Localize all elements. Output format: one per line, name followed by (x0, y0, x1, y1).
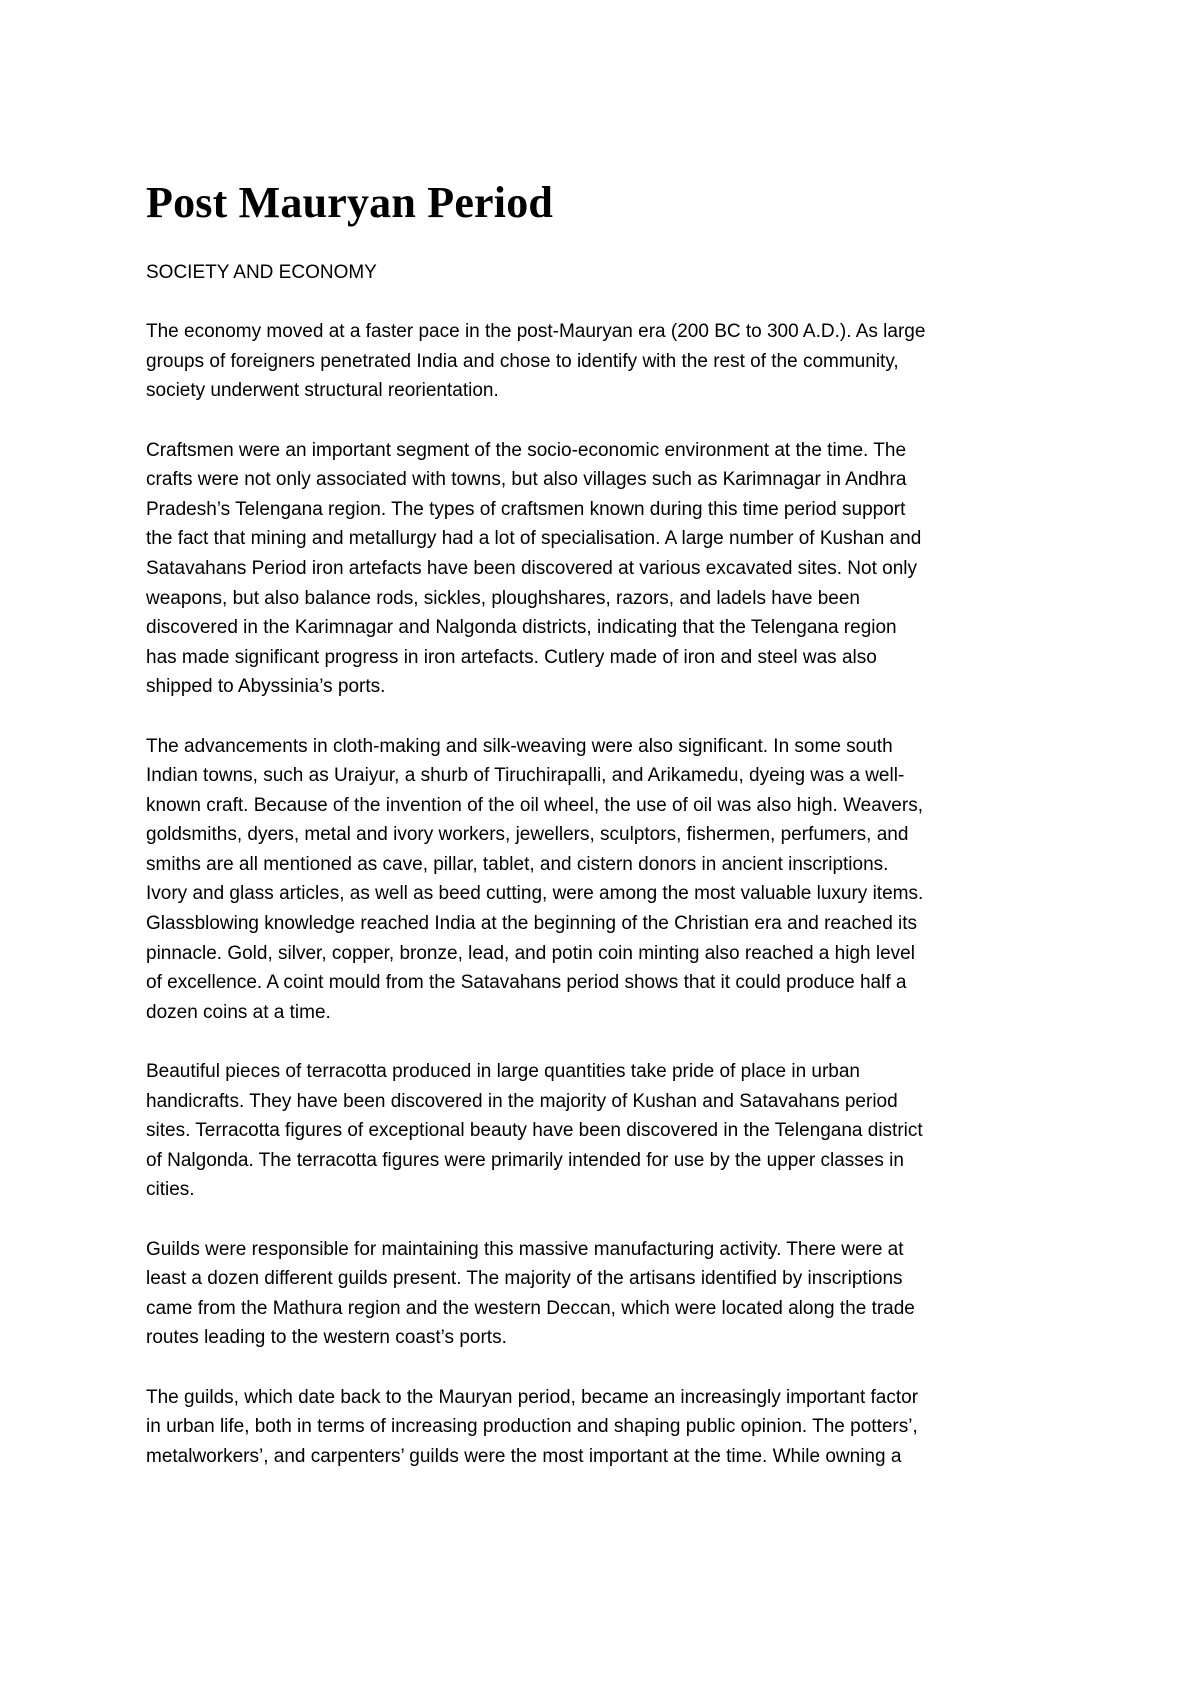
paragraph-line: weapons, but also balance rods, sickles, ploughshares, razors, and ladels have been (146, 587, 860, 609)
paragraph-line: in urban life, both in terms of increasing production and shaping public opinion. The potters’, (146, 1416, 918, 1438)
paragraph-line: came from the Mathura region and the western Deccan, which were located along the trade (146, 1297, 915, 1319)
paragraph-list (146, 317, 1076, 1471)
paragraph-line: sites. Terracotta figures of exceptional beauty have been discovered in the Telengana district (146, 1120, 923, 1142)
paragraph-line: goldsmiths, dyers, metal and ivory workers, jewellers, sculptors, fishermen, perfumers, and (146, 824, 909, 846)
paragraph (146, 317, 1076, 406)
paragraph (146, 1383, 1076, 1472)
paragraph (146, 732, 1076, 1028)
section-heading: SOCIETY AND ECONOMY (146, 262, 377, 283)
paragraph-line: Craftsmen were an important segment of the socio-economic environment at the time. The (146, 439, 907, 461)
paragraph (146, 436, 1076, 702)
paragraph-line: the fact that mining and metallurgy had a lot of specialisation. A large number of Kushan and (146, 528, 922, 550)
paragraph-line: cities. (146, 1179, 195, 1201)
paragraph-line: Indian towns, such as Uraiyur, a shurb of Tiruchirapalli, and Arikamedu, dyeing was a well- (146, 765, 905, 787)
paragraph-line: shipped to Abyssinia’s ports. (146, 676, 386, 698)
paragraph-line: Guilds were responsible for maintaining this massive manufacturing activity. There were at (146, 1238, 904, 1260)
paragraph-line: society underwent structural reorientation. (146, 380, 499, 402)
paragraph-line: least a dozen different guilds present. The majority of the artisans identified by inscriptions (146, 1268, 903, 1290)
paragraph-line: Ivory and glass articles, as well as beed cutting, were among the most valuable luxury items. (146, 883, 924, 905)
paragraph-line: of Nalgonda. The terracotta figures were primarily intended for use by the upper classes in (146, 1149, 904, 1171)
paragraph-line: groups of foreigners penetrated India and chose to identify with the rest of the community, (146, 350, 899, 372)
paragraph-line: smiths are all mentioned as cave, pillar, tablet, and cistern donors in ancient inscriptions. (146, 853, 889, 875)
document-body (146, 175, 1076, 1501)
paragraph-line: Beautiful pieces of terracotta produced in large quantities take pride of place in urban (146, 1061, 861, 1083)
paragraph (146, 1235, 1076, 1353)
paragraph-line: discovered in the Karimnagar and Nalgonda districts, indicating that the Telengana region (146, 617, 897, 639)
paragraph-line: Satavahans Period iron artefacts have been discovered at various excavated sites. Not only (146, 557, 917, 579)
document-title: Post Mauryan Period (146, 178, 554, 227)
paragraph-line: routes leading to the western coast’s ports. (146, 1327, 507, 1349)
paragraph-line: dozen coins at a time. (146, 1001, 331, 1023)
paragraph-line: Pradesh’s Telengana region. The types of craftsmen known during this time period support (146, 498, 906, 520)
paragraph-line: of excellence. A coint mould from the Satavahans period shows that it could produce half a (146, 972, 907, 994)
paragraph-line: Glassblowing knowledge reached India at the beginning of the Christian era and reached its (146, 913, 918, 935)
paragraph-line: metalworkers’, and carpenters’ guilds were the most important at the time. While owning a (146, 1445, 902, 1467)
paragraph-line: pinnacle. Gold, silver, copper, bronze, lead, and potin coin minting also reached a high level (146, 942, 915, 964)
paragraph (146, 1057, 1076, 1205)
paragraph-line: The advancements in cloth-making and silk-weaving were also significant. In some south (146, 735, 893, 757)
paragraph-line: The guilds, which date back to the Mauryan period, became an increasingly important factor (146, 1386, 919, 1408)
paragraph-line: has made significant progress in iron artefacts. Cutlery made of iron and steel was also (146, 646, 877, 668)
paragraph-line: The economy moved at a faster pace in the post-Mauryan era (200 BC to 300 A.D.). As large (146, 321, 926, 343)
paragraph-line: handicrafts. They have been discovered in the majority of Kushan and Satavahans period (146, 1090, 898, 1112)
paragraph-line: known craft. Because of the invention of the oil wheel, the use of oil was also high. Weavers, (146, 794, 923, 816)
paragraph-line: crafts were not only associated with towns, but also villages such as Karimnagar in Andhra (146, 469, 907, 491)
